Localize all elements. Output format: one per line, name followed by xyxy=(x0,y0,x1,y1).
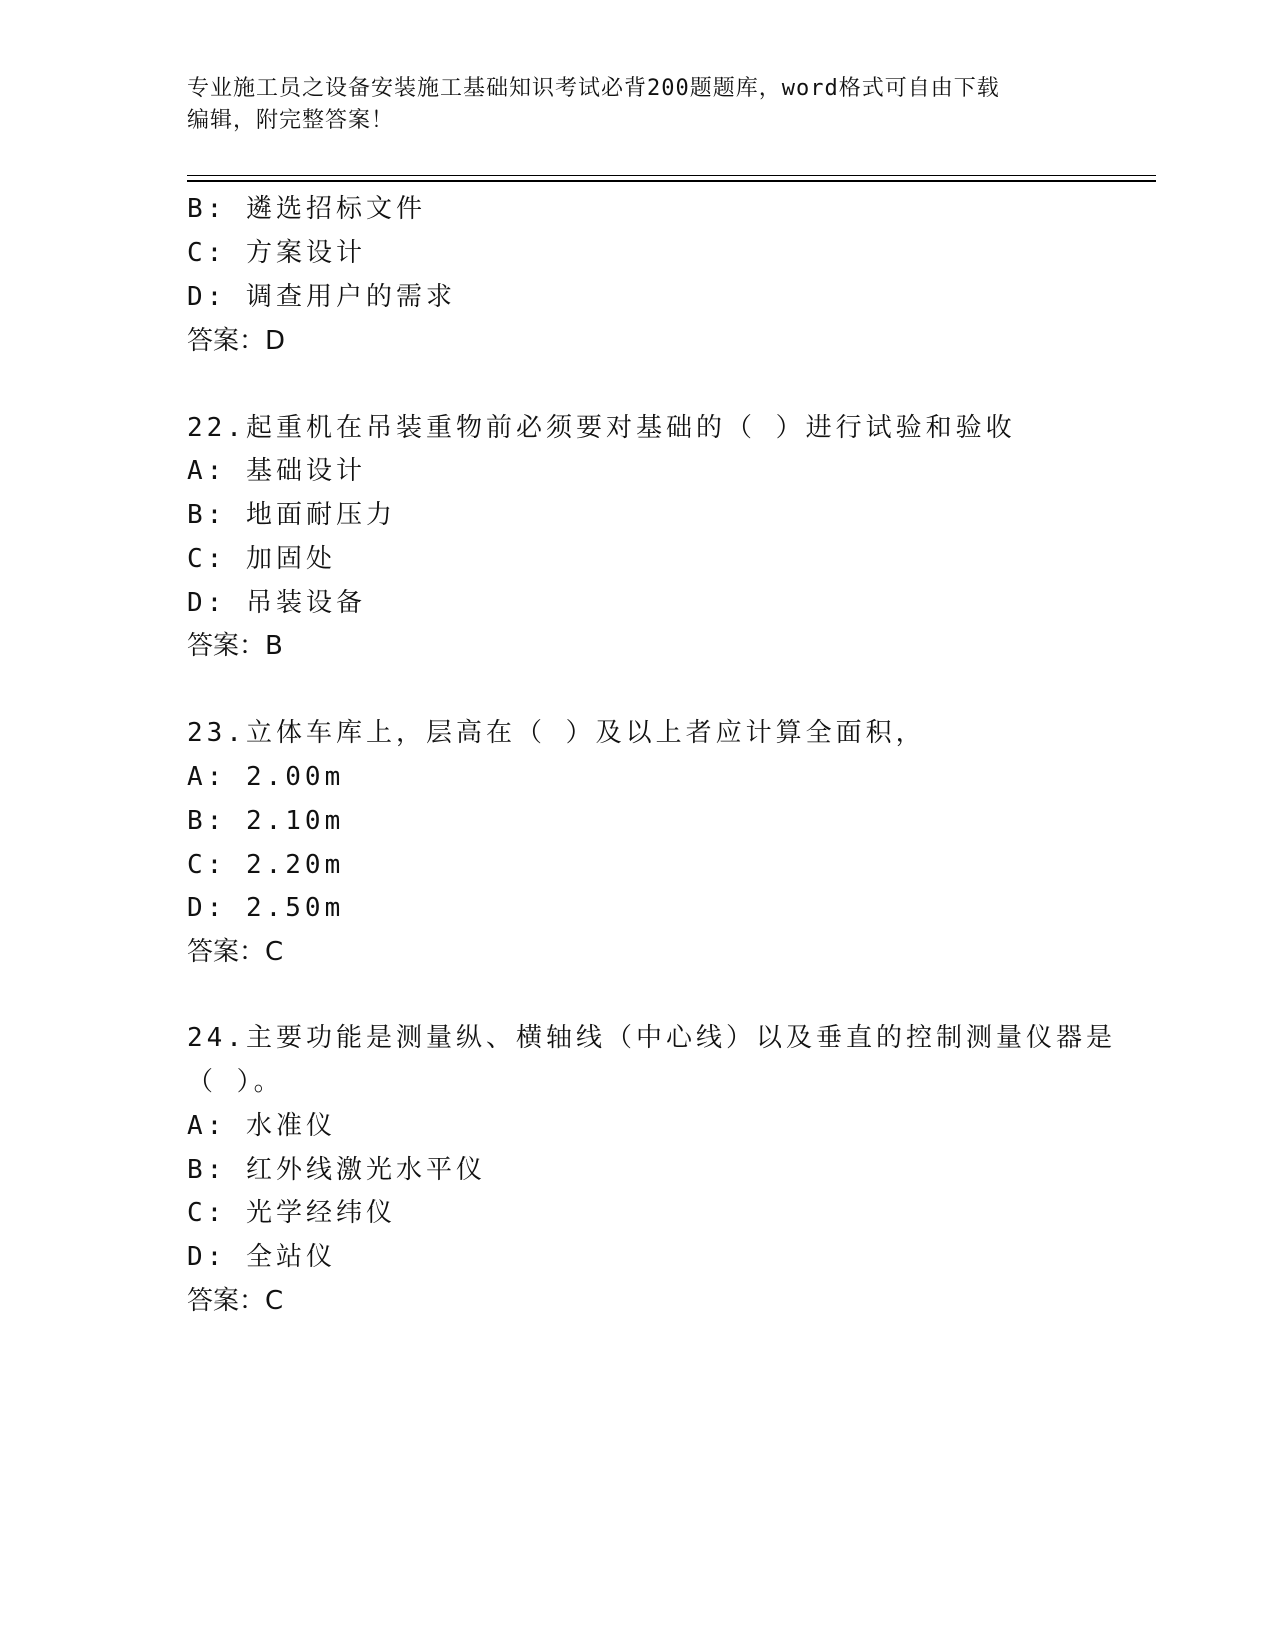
q24-stem-line-1: 24.主要功能是测量纵、横轴线（中心线）以及垂直的控制测量仪器是 xyxy=(187,1023,1116,1053)
q21-option-d: D: 调查用户的需求 xyxy=(187,282,456,312)
q22-option-a: A: 基础设计 xyxy=(187,456,366,486)
header-title-line-1: 专业施工员之设备安装施工基础知识考试必背200题题库，word格式可自由下载 xyxy=(187,76,1000,101)
q22-option-b: B: 地面耐压力 xyxy=(187,500,396,530)
q23-option-d: D: 2.50m xyxy=(187,893,345,923)
q21-option-b: B: 遴选招标文件 xyxy=(187,194,426,224)
q21-answer: 答案：D xyxy=(187,326,286,356)
q22-option-c: C: 加固处 xyxy=(187,544,336,574)
q23-answer: 答案：C xyxy=(187,937,284,967)
q23-option-a: A: 2.00m xyxy=(187,762,345,792)
q24-option-b: B: 红外线激光水平仪 xyxy=(187,1155,486,1185)
q22-option-d: D: 吊装设备 xyxy=(187,588,366,618)
q24-option-a: A: 水准仪 xyxy=(187,1111,336,1141)
q22-answer: 答案：B xyxy=(187,631,283,661)
q23-option-b: B: 2.10m xyxy=(187,806,345,836)
q21-option-c: C: 方案设计 xyxy=(187,238,366,268)
q22-stem: 22.起重机在吊装重物前必须要对基础的（ ）进行试验和验收 xyxy=(187,413,1016,443)
header-rule-thick xyxy=(187,180,1156,182)
header-title-line-2: 编辑，附完整答案！ xyxy=(187,108,395,133)
document-header xyxy=(187,73,1087,137)
q24-stem-line-2: （ ）。 xyxy=(187,1067,284,1097)
q23-option-c: C: 2.20m xyxy=(187,850,345,880)
q24-answer: 答案：C xyxy=(187,1286,284,1316)
q24-option-d: D: 全站仪 xyxy=(187,1242,336,1272)
q23-stem: 23.立体车库上，层高在（ ）及以上者应计算全面积， xyxy=(187,718,926,748)
header-rule-thin xyxy=(187,175,1156,176)
q24-option-c: C: 光学经纬仪 xyxy=(187,1198,396,1228)
